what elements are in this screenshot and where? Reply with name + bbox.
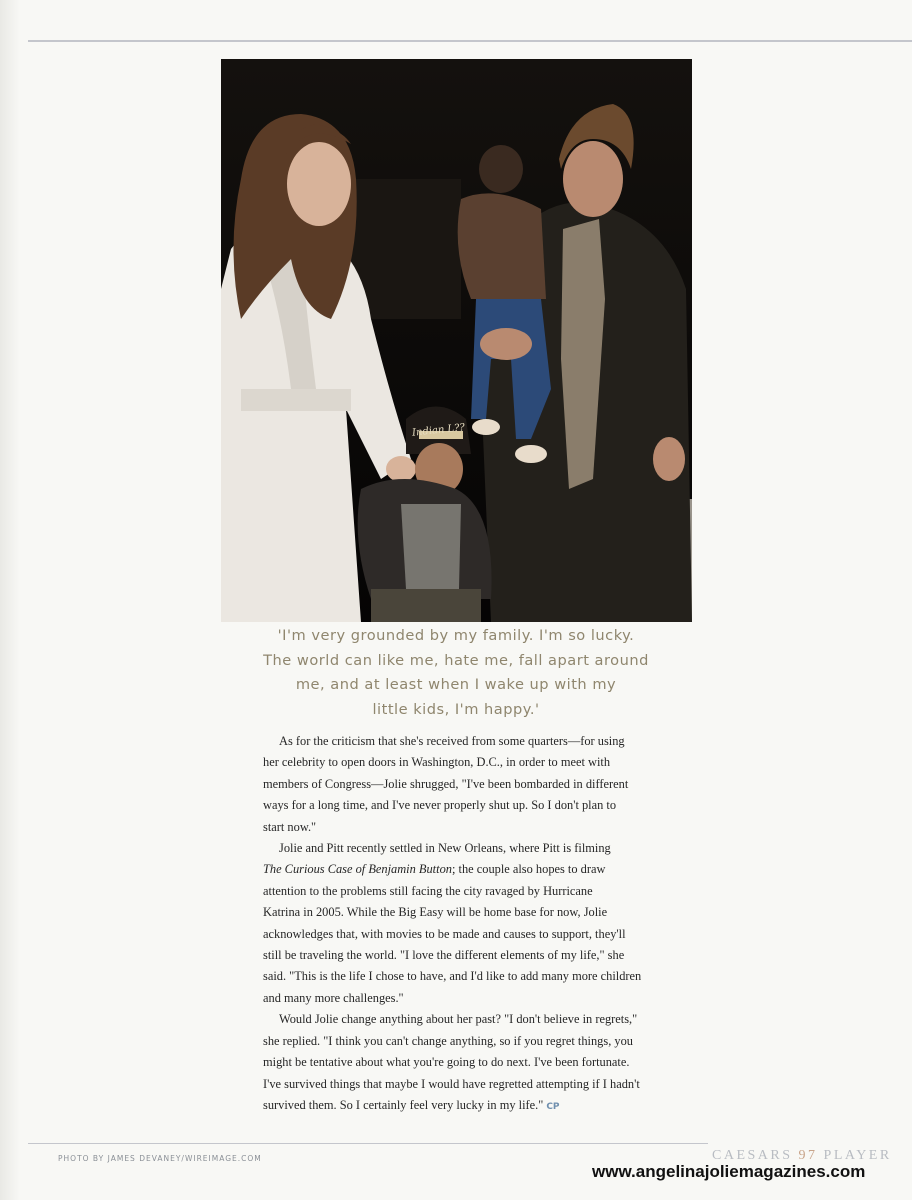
- watermark-url: www.angelinajoliemagazines.com: [592, 1162, 866, 1181]
- text-line: and many more challenges.": [263, 990, 404, 1005]
- text-line: Would Jolie change anything about her past? "I don't believe in regrets,": [279, 1012, 638, 1027]
- text-line: might be tentative about what you're going to do next. I've been fortunate.: [263, 1055, 630, 1070]
- bottom-rule: [28, 1143, 708, 1144]
- magazine-name-suffix: PLAYER: [817, 1148, 892, 1163]
- paragraph-3: [263, 1009, 663, 1118]
- pull-quote-line: 'I'm very grounded by my family. I'm so lucky.: [277, 627, 635, 644]
- photo: [221, 59, 692, 622]
- text-line: Jolie and Pitt recently settled in New Orleans, where Pitt is filming: [279, 841, 611, 856]
- paragraph-1: [263, 731, 663, 838]
- pull-quote-line: me, and at least when I wake up with my: [295, 676, 617, 693]
- article-body: [263, 731, 663, 1118]
- pull-quote-line: The world can like me, hate me, fall apart around: [263, 651, 649, 669]
- text-line: still be traveling the world. "I love the different elements of my life," she: [263, 948, 625, 963]
- text-line: acknowledges that, with movies to be made and causes to support, they'll: [263, 926, 626, 941]
- text-line: attention to the problems still facing the city ravaged by Hurricane: [263, 883, 593, 898]
- page-edge-shade: [0, 0, 20, 1200]
- text-line: her celebrity to open doors in Washington, D.C., in order to meet with: [263, 755, 611, 770]
- film-title: The Curious Case of Benjamin Button: [263, 862, 452, 877]
- text-line: ways for a long time, and I've never properly shut up. So I don't plan to: [263, 798, 617, 813]
- text-line: Katrina in 2005. While the Big Easy will be home base for now, Jolie: [263, 905, 608, 920]
- paragraph-2: [263, 838, 663, 1009]
- text-line: I've survived things that maybe I would have regretted attempting if I hadn't: [263, 1076, 640, 1091]
- photo-illustration: [221, 59, 692, 622]
- text-line: start now.": [263, 819, 317, 834]
- text-line: members of Congress—Jolie shrugged, "I've been bombarded in different: [263, 776, 629, 791]
- text-line: ; the couple also hopes to draw: [451, 862, 606, 877]
- text-line: survived them. So I certainly feel very lucky in my life.": [263, 1097, 544, 1112]
- end-mark: CP: [546, 1101, 560, 1112]
- magazine-name: CAESARS: [712, 1148, 799, 1163]
- text-line: As for the criticism that she's received from some quarters—for using: [279, 734, 625, 748]
- photo-credit: PHOTO BY JAMES DEVANEY/WIREIMAGE.COM: [58, 1154, 262, 1163]
- text-line: said. "This is the life I chose to have, and I'd like to add many more children: [263, 969, 642, 984]
- pull-quote: [215, 624, 697, 722]
- top-rule: [28, 40, 912, 42]
- cap-lettering: Indian L??: [411, 422, 466, 439]
- page-number: 97: [798, 1148, 818, 1163]
- pull-quote-line: little kids, I'm happy.': [372, 700, 540, 718]
- text-line: she replied. "I think you can't change anything, so if you regret things, you: [263, 1033, 633, 1048]
